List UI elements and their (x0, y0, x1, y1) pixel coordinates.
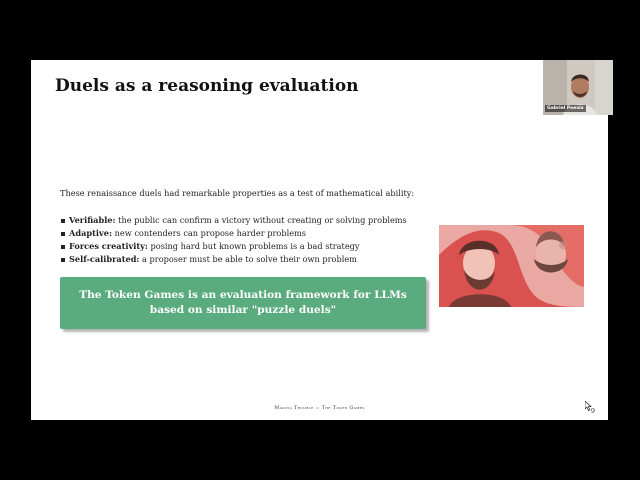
property-term: Verifiable: (69, 215, 116, 225)
property-description: posing hard but known problems is a bad strategy (147, 241, 360, 251)
property-description: the public can confirm a victory without creating or solving problems (115, 215, 407, 225)
list-item (59, 214, 407, 227)
presentation-slide (31, 60, 608, 420)
slide-footer: Making Trouble :: The Token Games (274, 406, 365, 411)
slide-intro-text: These renaissance duels had remarkable properties as a test of mathematical ability: (60, 188, 415, 198)
list-item (59, 253, 407, 266)
property-term: Adaptive: (69, 228, 112, 238)
mouse-cursor-icon (585, 401, 593, 411)
property-term: Forces creativity: (69, 241, 148, 251)
property-term: Self-calibrated: (69, 254, 140, 264)
callout-text: The Token Games is an evaluation framework for LLMs based on similar "puzzle duels" (79, 289, 407, 316)
callout-box (60, 277, 426, 329)
list-item (59, 227, 407, 240)
page-number: 9 (590, 407, 595, 415)
property-description: new contenders can propose harder problems (112, 228, 307, 238)
list-item (59, 240, 407, 253)
properties-list (59, 214, 407, 266)
webcam-video-tile[interactable] (543, 60, 613, 115)
property-description: a proposer must be able to solve their own problem (139, 254, 357, 264)
renaissance-portraits-image (439, 225, 584, 307)
participant-name-label: Gabriel Poesia (547, 106, 584, 111)
slide-title: Duels as a reasoning evaluation (55, 76, 359, 96)
